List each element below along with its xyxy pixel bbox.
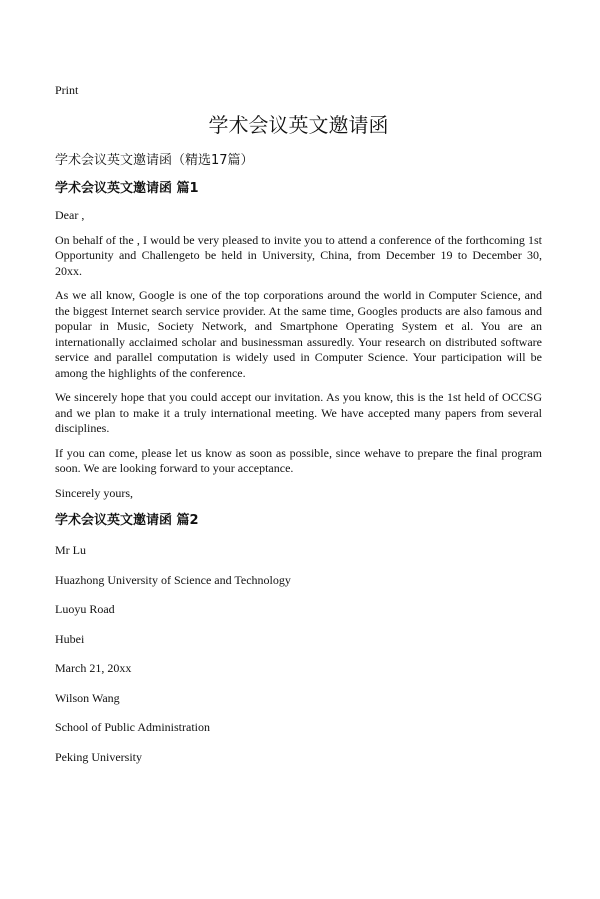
address-line: School of Public Administration (55, 720, 210, 734)
salutation: Dear , (55, 208, 85, 222)
closing: Sincerely yours, (55, 485, 133, 500)
address-line: Peking University (55, 749, 142, 764)
letter-paragraph: We sincerely hope that you could accept our invitation. As you know, this is the 1st held of OCCSG and we plan to make it a truly international meeting. We have accepted many papers from several disciplines. (55, 390, 542, 435)
letter-section-1 (55, 180, 542, 501)
section-2-heading: 学术会议英文邀请函 篇2 (55, 513, 199, 528)
letter-paragraph: If you can come, please let us know as soon as possible, since wehave to prepare the final program soon. We are looking forward to your acceptance. (55, 445, 542, 475)
document-subtitle: 学术会议英文邀请函（精选17篇） (55, 153, 254, 168)
document-title: 学术会议英文邀请函 (208, 113, 389, 137)
address-line: March 21, 20xx (55, 661, 132, 675)
section-1-heading: 学术会议英文邀请函 篇1 (55, 181, 199, 196)
address-line: Wilson Wang (55, 690, 120, 705)
print-label: Print (55, 83, 79, 97)
address-line: Luoyu Road (55, 602, 115, 616)
letter-paragraph: As we all know, Google is one of the top corporations around the world in Computer Science, and the biggest Internet search service provider. At the same time, Googles products are also famous and popular in Music, Society Network, and Smartphone Operating System et al. You are an internationally acclaimed scholar and businessman assuredly. Your research on distributed software service and parallel computation is widely used in Computer Science. Your participation will be among the highlights of the conference. (55, 288, 542, 380)
address-line: Mr Lu (55, 543, 86, 557)
letter-paragraph: On behalf of the , I would be very pleased to invite you to attend a conference of the forthcoming 1st Opportunity and Challengeto be held in University, China, from December 19 to December 30, 20xx. (55, 232, 542, 278)
letter-section-2 (55, 512, 542, 765)
address-line: Hubei (55, 631, 85, 646)
address-line: Huazhong University of Science and Technology (55, 572, 291, 587)
